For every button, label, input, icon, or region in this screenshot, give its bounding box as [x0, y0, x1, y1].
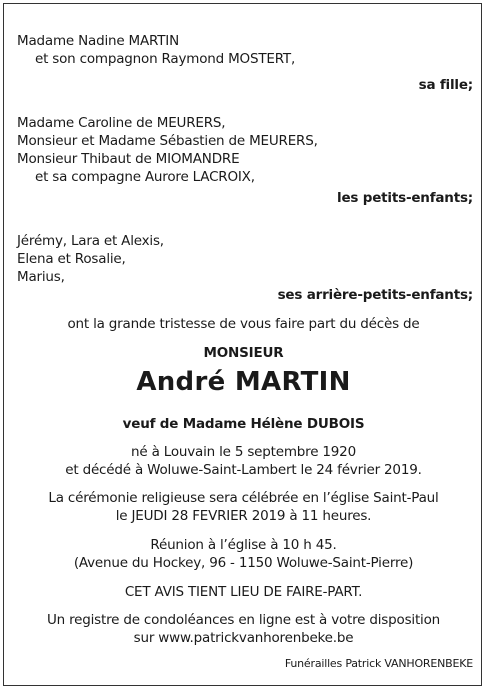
deceased-name: André MARTIN — [136, 367, 351, 397]
meeting-address-line: (Avenue du Hockey, 96 - 1150 Woluwe-Saint-Pierre) — [73, 555, 414, 571]
widower-line: veuf de Madame Hélène DUBOIS — [122, 416, 365, 432]
birth-line: né à Louvain le 5 septembre 1920 — [131, 444, 356, 460]
grandchildren-role: les petits-enfants; — [337, 190, 473, 206]
condolences-url[interactable]: sur www.patrickvanhorenbeke.be — [133, 630, 354, 646]
ceremony-line: La cérémonie religieuse sera célébrée en l’église Saint-Paul — [48, 490, 439, 506]
funeral-home: Funérailles Patrick VANHORENBEKE — [284, 657, 473, 670]
meeting-line: Réunion à l’église à 10 h 45. — [150, 537, 337, 553]
grandchild-line: Madame Caroline de MEURERS, — [17, 115, 226, 131]
daughter-name: Madame Nadine MARTIN — [17, 33, 179, 49]
death-line: et décédé à Woluwe-Saint-Lambert le 24 février 2019. — [65, 462, 422, 478]
ceremony-date-line: le JEUDI 28 FEVRIER 2019 à 11 heures. — [115, 508, 372, 524]
great-grandchild-line: Jérémy, Lara et Alexis, — [17, 233, 164, 249]
condolences-line: Un registre de condoléances en ligne est à votre disposition — [46, 612, 441, 628]
grandchild-line: Monsieur et Madame Sébastien de MEURERS, — [17, 133, 318, 149]
announcement-text: ont la grande tristesse de vous faire part du décès de — [67, 316, 420, 332]
grandchild-line: et sa compagne Aurore LACROIX, — [35, 169, 255, 185]
great-grandchild-line: Marius, — [17, 269, 65, 285]
great-grandchildren-role: ses arrière-petits-enfants; — [277, 287, 473, 303]
grandchild-line: Monsieur Thibaut de MIOMANDRE — [17, 151, 240, 167]
great-grandchild-line: Elena et Rosalie, — [17, 251, 126, 267]
deceased-honorific: MONSIEUR — [203, 345, 284, 361]
daughter-role: sa fille; — [418, 77, 473, 93]
notice-line: CET AVIS TIENT LIEU DE FAIRE-PART. — [124, 584, 363, 600]
daughter-partner: et son compagnon Raymond MOSTERT, — [35, 51, 296, 67]
